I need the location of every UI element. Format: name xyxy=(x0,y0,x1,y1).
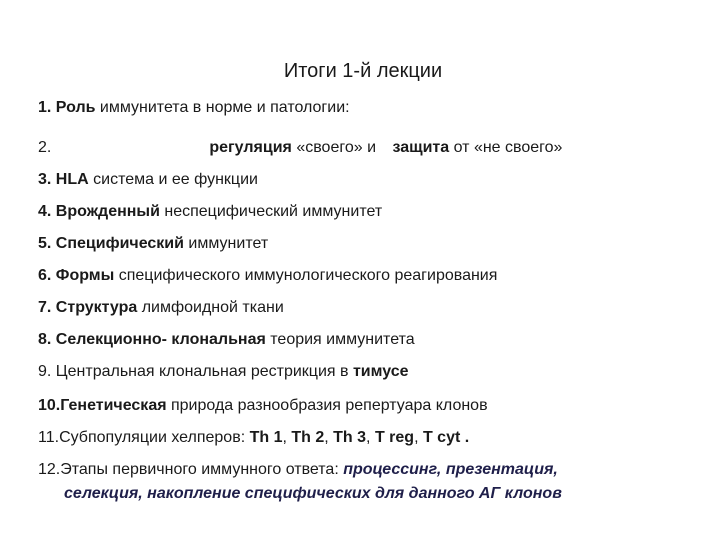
separator: , xyxy=(414,429,423,446)
immune-response-stages: процессинг, презентация, xyxy=(343,461,558,478)
item-text: от «не своего» xyxy=(449,139,563,156)
list-item xyxy=(38,98,350,118)
list-item xyxy=(38,266,497,286)
item-text: «своего» и xyxy=(291,139,381,156)
item-text: природа разнообразия репертуара клонов xyxy=(166,397,488,414)
item-number: 4. xyxy=(38,203,52,220)
list-item xyxy=(38,138,562,158)
item-key-term: регуляция xyxy=(209,139,292,156)
item-number: 5. xyxy=(38,235,52,252)
item-number: 8. xyxy=(38,331,52,348)
item-number: 10. xyxy=(38,397,61,414)
list-item xyxy=(38,460,558,480)
item-text: иммунитета в норме и патологии: xyxy=(95,99,350,116)
item-number: 12. xyxy=(38,461,61,478)
immune-response-stages: селекция, накопление специфических для данного АГ клонов xyxy=(64,485,562,502)
item-text: Субпопуляции хелперов: xyxy=(59,429,250,446)
separator: , xyxy=(324,429,334,446)
list-item xyxy=(38,428,469,448)
item-key-term: Врожденный xyxy=(55,203,160,220)
item-text: Этапы первичного иммунного ответа: xyxy=(60,461,344,478)
helper-subset-th1: Th 1 xyxy=(249,429,283,446)
helper-subset-th2: Th 2 xyxy=(291,429,325,446)
list-item xyxy=(38,234,268,254)
list-item xyxy=(38,396,488,416)
list-item xyxy=(38,330,415,350)
separator: , xyxy=(366,429,375,446)
item-key-term: защита xyxy=(392,139,450,156)
item-number: 9. xyxy=(38,363,52,380)
item-number: 6. xyxy=(38,267,52,284)
item-text: теория иммунитета xyxy=(265,331,415,348)
item-text: Центральная клональная рестрикция в xyxy=(51,363,353,380)
list-item xyxy=(38,202,382,222)
list-item-continuation xyxy=(38,484,562,504)
item-text: система и ее функции xyxy=(88,171,258,188)
item-key-term: Специфический xyxy=(55,235,184,252)
helper-subset-tcyt: T cyt xyxy=(422,429,461,446)
separator: , xyxy=(282,429,292,446)
item-number: 7. xyxy=(38,299,52,316)
item-key-term: HLA xyxy=(55,171,89,188)
item-number: 1. xyxy=(38,99,52,116)
item-end-punctuation: . xyxy=(460,429,470,446)
list-item xyxy=(38,170,258,190)
item-key-term: тимусе xyxy=(352,363,409,380)
helper-subset-th3: Th 3 xyxy=(333,429,367,446)
item-key-term: Структура xyxy=(55,299,138,316)
item-number: 11. xyxy=(38,429,60,446)
item-number: 2. xyxy=(38,139,52,156)
item-text: специфического иммунологического реагирования xyxy=(114,267,498,284)
list-item xyxy=(38,298,284,318)
item-text: иммунитет xyxy=(183,235,269,252)
item-key-term: Генетическая xyxy=(60,397,167,414)
item-number: 3. xyxy=(38,171,52,188)
item-key-term: Формы xyxy=(55,267,115,284)
slide-title: Итоги 1-й лекции xyxy=(283,60,443,82)
item-text: неспецифический иммунитет xyxy=(159,203,383,220)
helper-subset-treg: T reg xyxy=(374,429,415,446)
item-key-term: Роль xyxy=(55,99,96,116)
item-text: лимфоидной ткани xyxy=(137,299,284,316)
item-key-term: Селекционно- клональная xyxy=(55,331,266,348)
list-item xyxy=(38,362,409,382)
